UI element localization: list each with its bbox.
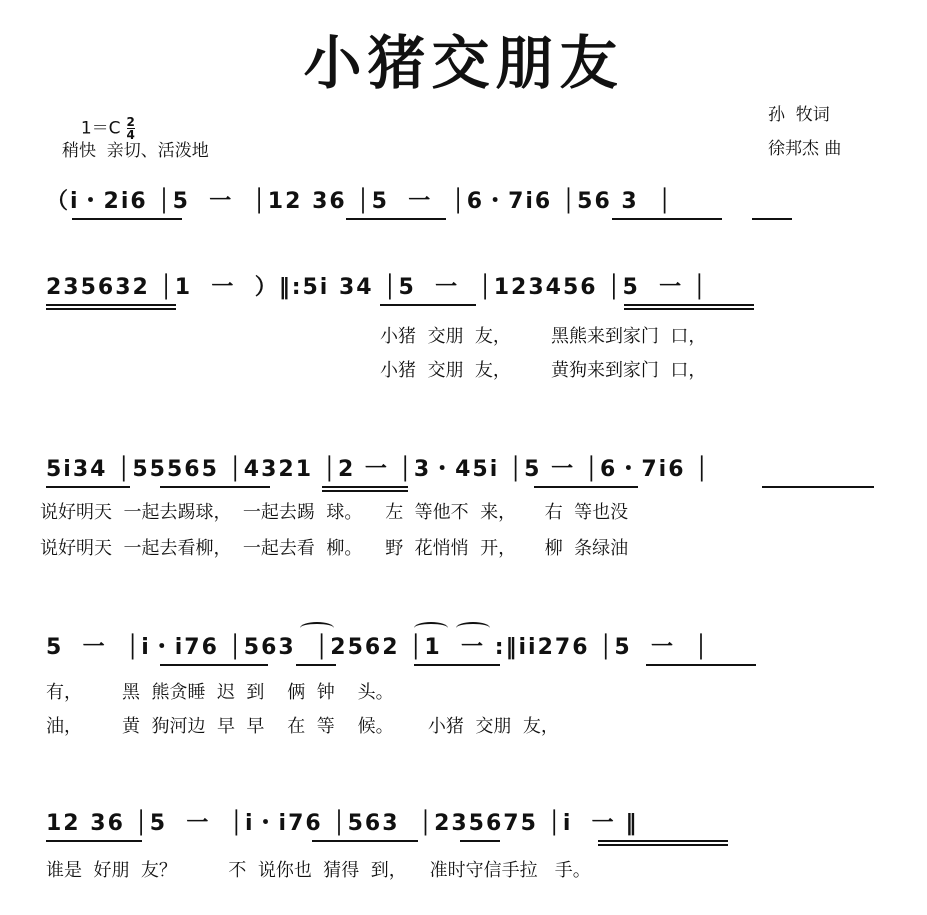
key-signature: [70, 94, 135, 141]
underline-beam: [160, 664, 268, 666]
underline-beam: [534, 486, 638, 488]
score-row-4: 5 一 │i・i76 │563 │2562 │1 一 :‖ii276 │5 一 │: [46, 635, 710, 660]
underline-beam: [752, 218, 792, 220]
underline-beam: [72, 218, 182, 220]
lyric-row-3-verse-2: 说好明天 一起去看柳， 一起去看 柳。 野 花悄悄 开， 柳 条绿油: [40, 538, 629, 559]
score-row-5: 12 36 │5 一 │i・i76 │563 │235675 │i 一 ‖: [46, 811, 639, 836]
underline-beam: [624, 308, 754, 310]
slur-mark: [300, 622, 334, 634]
underline-beam: [624, 304, 754, 306]
key-label: 1＝C: [80, 118, 121, 139]
lyric-row-2-verse-2: 小猪 交朋 友， 黄狗来到家门 口，: [380, 360, 707, 381]
time-top: 2: [126, 115, 135, 129]
time-bottom: 4: [126, 128, 135, 142]
underline-beam: [46, 304, 176, 306]
underline-beam: [414, 664, 500, 666]
lyricist-credit: 孙 牧词: [768, 105, 830, 125]
underline-beam: [762, 486, 874, 488]
underline-beam: [312, 840, 418, 842]
underline-beam: [46, 308, 176, 310]
underline-beam: [460, 840, 500, 842]
lyric-row-4-verse-1: 有， 黑 熊贪睡 迟 到 俩 钟 头。: [46, 682, 394, 703]
underline-beam: [598, 840, 728, 842]
lyric-row-4-verse-2: 油， 黄 狗河边 早 早 在 等 候。 小猪 交朋 友，: [46, 716, 559, 737]
slur-mark: [414, 622, 448, 634]
tempo-marking: 稍快 亲切、活泼地: [62, 141, 209, 161]
lyric-row-2-verse-1: 小猪 交朋 友， 黑熊来到家门 口，: [380, 326, 707, 347]
underline-beam: [612, 218, 722, 220]
underline-beam: [322, 486, 408, 488]
underline-beam: [322, 490, 408, 492]
underline-beam: [46, 486, 130, 488]
slur-mark: [456, 622, 490, 634]
underline-beam: [646, 664, 756, 666]
underline-beam: [46, 840, 142, 842]
song-title: 小猪交朋友: [303, 29, 624, 97]
underline-beam: [296, 664, 336, 666]
underline-beam: [380, 304, 476, 306]
underline-beam: [346, 218, 446, 220]
score-row-2: 235632 │1 一 ）‖:5i 34 │5 一 │123456 │5 一 │: [46, 275, 708, 300]
underline-beam: [160, 486, 270, 488]
composer-credit: 徐邦杰 曲: [768, 139, 842, 159]
score-row-1: （i・2i6 │5 一 │12 36 │5 一 │6・7i6 │56 3 │: [46, 189, 674, 214]
lyric-row-5-verse-1: 谁是 好朋 友？ 不 说你也 猜得 到， 准时守信手拉 手。: [46, 860, 591, 881]
lyric-row-3-verse-1: 说好明天 一起去踢球， 一起去踢 球。 左 等他不 来， 右 等也没: [40, 502, 629, 523]
score-row-3: 5i34 │55565 │4321 │2 一 │3・45i │5 一 │6・7i6 │: [46, 457, 711, 482]
underline-beam: [598, 844, 728, 846]
time-signature: [127, 116, 135, 141]
